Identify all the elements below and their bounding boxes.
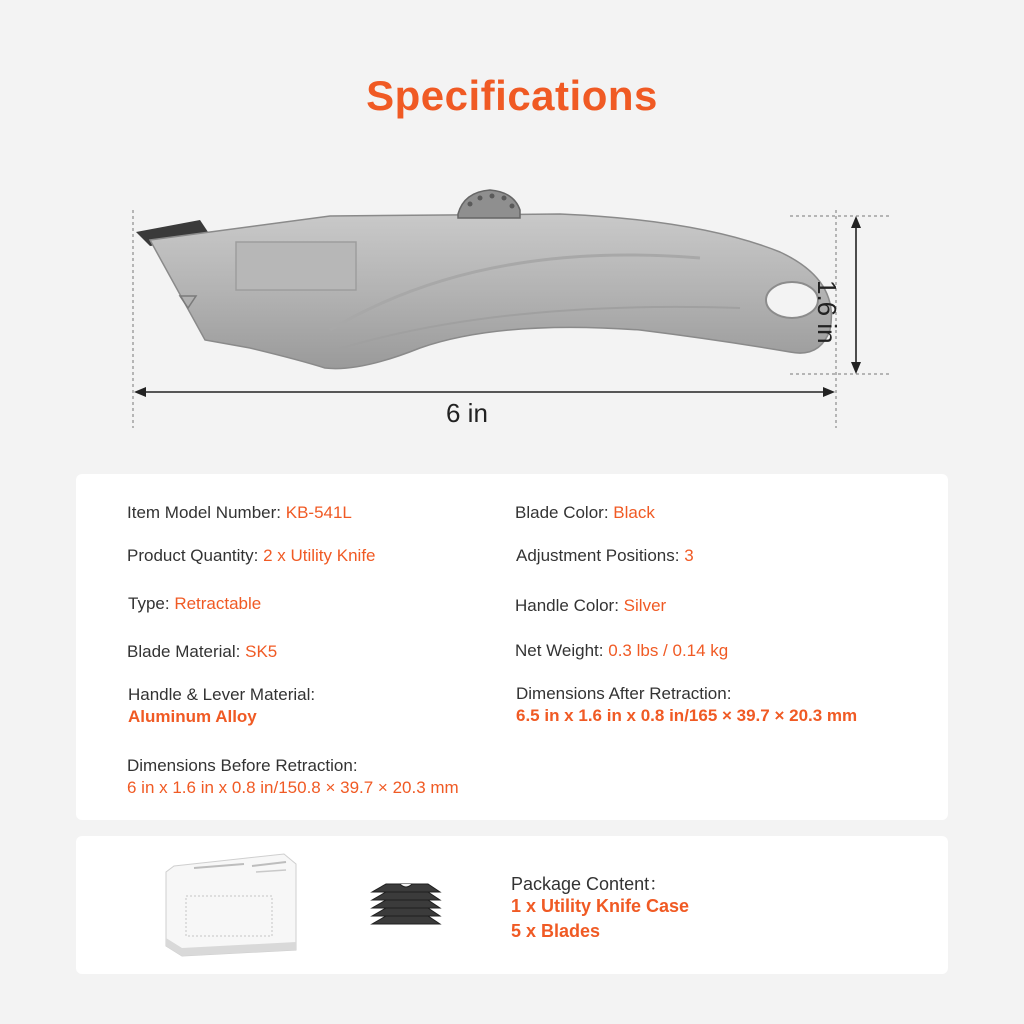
height-dimension-label: 1.6 in — [812, 280, 842, 344]
spec-label: Adjustment Positions: — [516, 546, 685, 565]
spec-value: 0.3 lbs / 0.14 kg — [608, 641, 729, 660]
spec-product-quantity — [127, 545, 376, 567]
height-dimension-arrow — [851, 216, 861, 374]
spec-label: Dimensions Before Retraction: — [127, 756, 358, 775]
spec-label: Dimensions After Retraction: — [516, 684, 732, 703]
spec-adjustment-positions — [516, 545, 694, 567]
spec-blade-color — [515, 502, 655, 524]
utility-knife-illustration — [0, 180, 1024, 450]
spec-value: Aluminum Alloy — [128, 707, 257, 726]
specifications-card — [76, 474, 948, 820]
knife-body — [136, 190, 831, 369]
width-dimension-label: 6 in — [446, 398, 488, 428]
width-dimension-arrow — [134, 387, 835, 397]
spec-value: 3 — [684, 546, 694, 565]
spec-label: Handle & Lever Material: — [128, 685, 316, 704]
blades-stack-image — [366, 880, 446, 936]
spec-handle-color — [515, 595, 666, 617]
spec-net-weight — [515, 640, 728, 662]
spec-label: Blade Material: — [127, 642, 246, 661]
spec-value: KB-541L — [285, 503, 352, 522]
spec-label: Product Quantity: — [127, 546, 264, 565]
spec-label: Type: — [128, 594, 175, 613]
spec-value: 6 in x 1.6 in x 0.8 in/150.8 × 39.7 × 20.3 mm — [127, 778, 459, 797]
package-content-card — [76, 836, 948, 974]
spec-item-model-number — [127, 502, 352, 524]
spec-value: Retractable — [174, 594, 262, 613]
spec-dimensions-after-retraction — [516, 683, 857, 727]
spec-label: Handle Color: — [515, 596, 624, 615]
spec-dimensions-before-retraction — [127, 755, 459, 799]
spec-label: Item Model Number: — [127, 503, 286, 522]
knife-case-box-image — [164, 850, 299, 958]
spec-label: Net Weight: — [515, 641, 609, 660]
spec-type — [128, 593, 261, 615]
spec-value: SK5 — [245, 642, 278, 661]
spec-blade-material — [127, 641, 277, 663]
spec-label: Blade Color: — [515, 503, 614, 522]
spec-handle-lever-material — [128, 684, 315, 728]
spec-value: 2 x Utility Knife — [263, 546, 376, 565]
spec-value: 6.5 in x 1.6 in x 0.8 in/165 × 39.7 × 20.3 mm — [516, 706, 858, 725]
package-content-title: Package Content： — [511, 874, 668, 894]
package-item: 5 x Blades — [511, 921, 601, 941]
package-item: 1 x Utility Knife Case — [511, 896, 690, 916]
spec-value: Black — [613, 503, 655, 522]
page-title: Specifications — [366, 72, 658, 119]
spec-value: Silver — [623, 596, 667, 615]
